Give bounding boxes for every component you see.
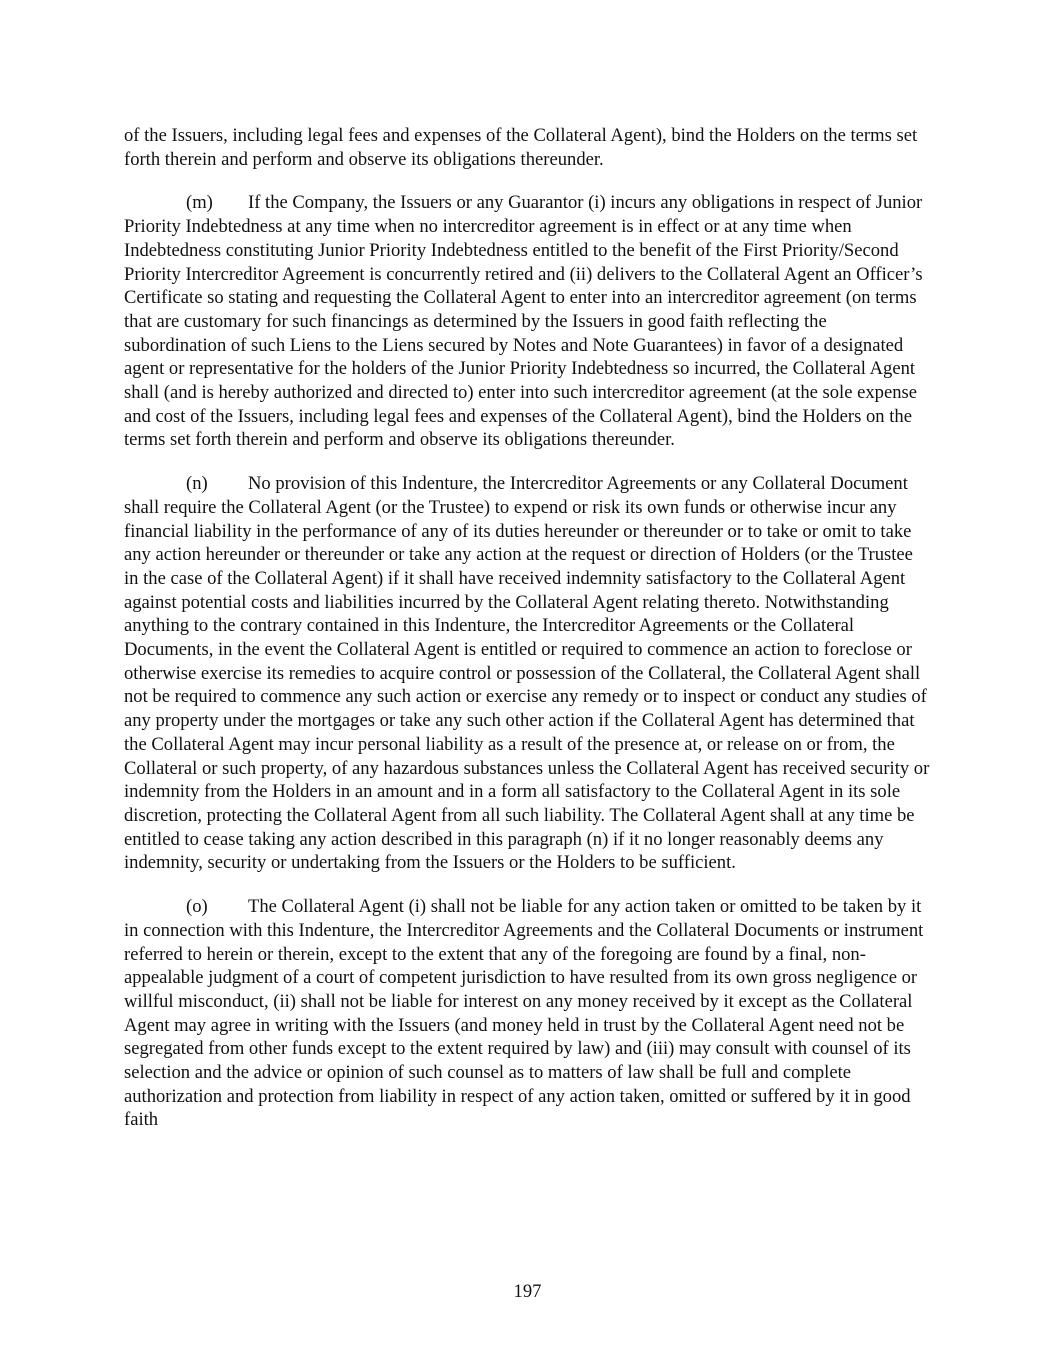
paragraph-label: (m)	[186, 192, 213, 214]
document-body	[124, 124, 930, 1152]
paragraph-n	[124, 472, 930, 875]
paragraph-m	[124, 191, 930, 452]
paragraph-label: (n)	[186, 473, 208, 495]
paragraph-o	[124, 895, 930, 1132]
paragraph-continuation	[124, 124, 930, 171]
paragraph-text: No provision of this Indenture, the Intercreditor Agreements or any Collateral Document shall require the Collateral Agent (or the Trustee) to expend or risk its own funds or otherwise incur any financial liability in the performance of any of its duties hereunder or thereunder or to take or omit to take any action hereunder or thereunder or take any action at the request or direction of Holders (or the Trustee in the case of the Collateral Agent) if it shall have received indemnity satisfactory to the Collateral Agent against potential costs and liabilities incurred by the Collateral Agent relating thereto. Notwithstanding anything to the contrary contained in this Indenture, the Intercreditor Agreements or the Collateral Documents, in the event the Collateral Agent is entitled or required to commence an action to foreclose or otherwise exercise its remedies to acquire control or possession of the Collateral, the Collateral Agent shall not be required to commence any such action or exercise any remedy or to inspect or conduct any studies of any property under the mortgages or take any such other action if the Collateral Agent has determined that the Collateral Agent may incur personal liability as a result of the presence at, or release on or from, the Collateral or such property, of any hazardous substances unless the Collateral Agent has received security or indemnity from the Holders in an amount and in a form all satisfactory to the Collateral Agent in its sole discretion, protecting the Collateral Agent from all such liability. The Collateral Agent shall at any time be entitled to cease taking any action described in this paragraph (n) if it no longer reasonably deems any indemnity, security or undertaking from the Issuers or the Holders to be sufficient.	[124, 473, 930, 874]
page-number: 197	[513, 1281, 542, 1302]
paragraph-text: of the Issuers, including legal fees and expenses of the Collateral Agent), bind the Holders on the terms set forth therein and perform and observe its obligations thereunder.	[124, 125, 918, 170]
paragraph-label: (o)	[186, 896, 208, 918]
paragraph-text: If the Company, the Issuers or any Guarantor (i) incurs any obligations in respect of Junior Priority Indebtedness at any time when no intercreditor agreement is in effect or at any time when Indebtedness constituting Junior Priority Indebtedness entitled to the benefit of the First Priority/Second Priority Intercreditor Agreement is concurrently retired and (ii) delivers to the Collateral Agent an Officer’s Certificate so stating and requesting the Collateral Agent to enter into an intercreditor agreement (on terms that are customary for such financings as determined by the Issuers in good faith reflecting the subordination of such Liens to the Liens secured by Notes and Note Guarantees) in favor of a designated agent or representative for the holders of the Junior Priority Indebtedness so incurred, the Collateral Agent shall (and is hereby authorized and directed to) enter into such intercreditor agreement (at the sole expense and cost of the Issuers, including legal fees and expenses of the Collateral Agent), bind the Holders on the terms set forth therein and perform and observe its obligations thereunder.	[124, 192, 923, 451]
paragraph-text: The Collateral Agent (i) shall not be liable for any action taken or omitted to be taken by it in connection with this Indenture, the Intercreditor Agreements and the Collateral Documents or instrument referred to herein or therein, except to the extent that any of the foregoing are found by a final, non-appealable judgment of a court of competent jurisdiction to have resulted from its own gross negligence or willful misconduct, (ii) shall not be liable for interest on any money received by it except as the Collateral Agent may agree in writing with the Issuers (and money held in trust by the Collateral Agent need not be segregated from other funds except to the extent required by law) and (iii) may consult with counsel of its selection and the advice or opinion of such counsel as to matters of law shall be full and complete authorization and protection from liability in respect of any action taken, omitted or suffered by it in good faith	[124, 896, 924, 1131]
